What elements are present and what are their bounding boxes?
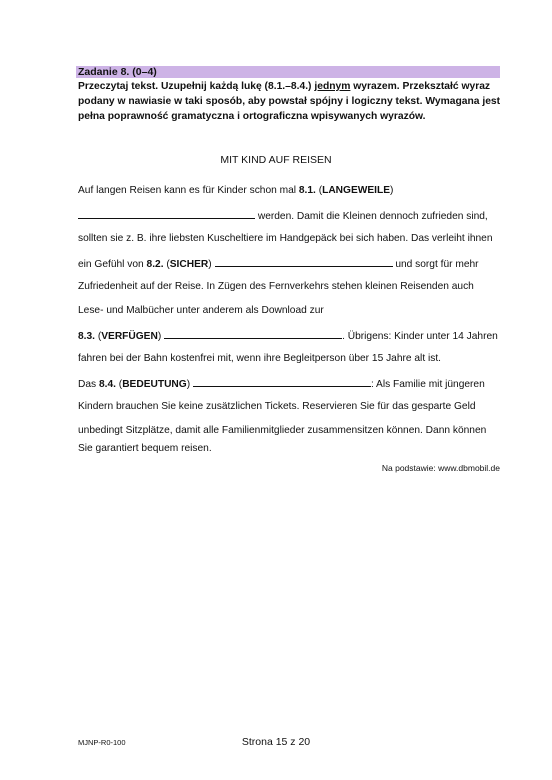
text-span: Auf langen Reisen kann es für Kinder schon mal	[78, 185, 299, 196]
instruction-line: pełna poprawność gramatyczna i ortograficzna wpisywanych wyrazów.	[78, 111, 426, 122]
text-span: (	[163, 259, 170, 270]
answer-gap-8-1[interactable]	[78, 208, 255, 219]
text-span: )	[157, 331, 165, 342]
text-line: sollten sie z. B. ihre liebsten Kuscheltiere im Handgepäck bei sich haben. Das verleiht ihnen	[78, 233, 493, 244]
text-line: Lese- und Malbücher unter anderem als Download zur	[78, 305, 324, 316]
source-note: Na podstawie: www.dbmobil.de	[381, 463, 500, 473]
gap-number: 8.1.	[298, 185, 316, 196]
text-line	[78, 208, 488, 224]
gap-base-word: BEDEUTUNG	[122, 379, 187, 390]
answer-gap-8-2[interactable]	[215, 256, 393, 267]
task-title: Zadanie 8. (0–4)	[76, 66, 500, 78]
gap-base-word: LANGEWEILE	[322, 185, 391, 196]
instruction-line: podany w nawiasie w taki sposób, aby powstał spójny i logiczny tekst. Wymagana jest	[78, 96, 501, 107]
text-line: Zufriedenheit auf der Reise. In Zügen des Fernverkehrs stehen kleinen Reisenden auch	[78, 281, 474, 292]
text-span: (	[315, 185, 323, 196]
underlined-word: jednym	[314, 81, 351, 92]
text-line	[78, 328, 498, 344]
answer-gap-8-4[interactable]	[193, 376, 371, 387]
text-line: Sie garantiert bequem reisen.	[78, 443, 212, 454]
text-span: ein Gefühl von	[78, 259, 147, 270]
text-span: (	[115, 379, 123, 390]
instruction-text: wyrazem. Przekształć wyraz	[350, 81, 491, 92]
text-line: fahren bei der Bahn kostenfrei mit, wenn ihre Begleitperson über 15 Jahre alt ist.	[78, 353, 441, 364]
text-span: )	[390, 185, 394, 196]
answer-gap-8-3[interactable]	[164, 328, 342, 339]
text-line	[78, 256, 479, 272]
text-title: MIT KIND AUF REISEN	[220, 154, 332, 166]
text-span: Das	[78, 379, 99, 390]
gap-base-word: SICHER	[169, 259, 209, 270]
gap-number: 8.3.	[78, 331, 95, 342]
exam-code: MJNP-R0-100	[78, 738, 126, 747]
task-instructions	[78, 79, 508, 124]
instruction-text: Przeczytaj tekst. Uzupełnij każdą lukę (8.1.–8.4.)	[78, 81, 315, 92]
page-number: Strona 15 z 20	[241, 736, 311, 748]
gap-number: 8.4.	[98, 379, 116, 390]
gap-number: 8.2.	[146, 259, 164, 270]
text-line: Kindern brauchen Sie keine zusätzlichen Tickets. Reservieren Sie für das gesparte Geld	[78, 401, 476, 412]
text-span: . Übrigens: Kinder unter 14 Jahren	[342, 331, 498, 342]
text-span: werden. Damit die Kleinen dennoch zufrieden sind,	[255, 211, 488, 222]
text-line	[78, 376, 485, 392]
gap-base-word: VERFÜGEN	[101, 331, 158, 342]
instruction-line	[78, 79, 508, 94]
text-span: )	[186, 379, 193, 390]
text-span: )	[208, 259, 215, 270]
text-span: und sorgt für mehr	[392, 259, 479, 270]
text-span: : Als Familie mit jüngeren	[370, 379, 485, 390]
text-line: unbedingt Sitzplätze, damit alle Familienmitglieder zusammensitzen können. Dann können	[78, 425, 487, 436]
text-line	[78, 184, 393, 198]
text-span: (	[95, 331, 102, 342]
